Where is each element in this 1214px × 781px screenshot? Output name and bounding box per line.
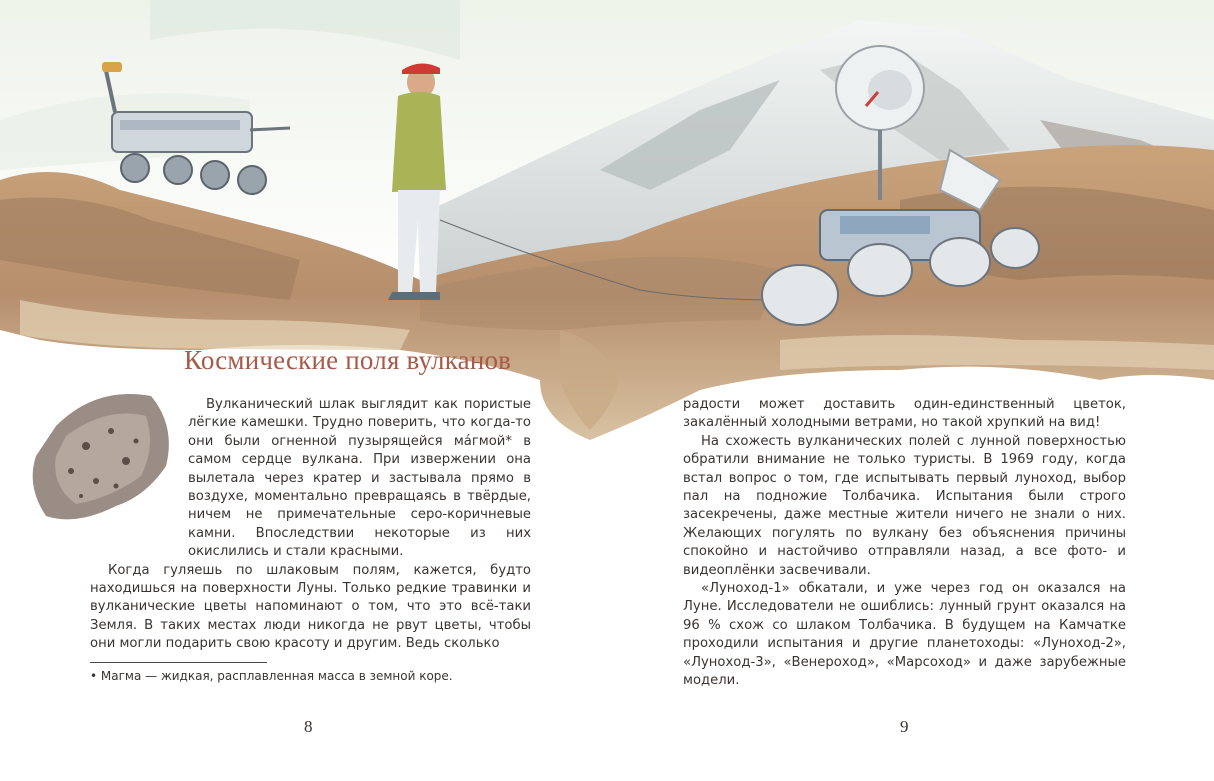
page-number-left: 8 xyxy=(304,717,313,736)
page-number-right: 9 xyxy=(900,717,909,736)
left-column-text xyxy=(90,396,531,654)
paragraph: «Луноход-1» обкатали, и уже через год он оказался на Луне. Исследователи не ошиблись: лунный грунт оказался на 96 % схож со шлаком Толбачика. В будущем на Камчатке проходили испытания и другие планетоходы: «Луноход-2», «Луноход-3», «Венероход», «Марсоход» и даже зарубежные модели. xyxy=(683,581,1126,689)
footnote-divider xyxy=(90,662,267,663)
footnote: • Магма — жидкая, расплавленная масса в земной коре. xyxy=(90,669,453,683)
page-title: Космические поля вулканов xyxy=(184,345,512,375)
paragraph: Когда гуляешь по шлаковым полям, кажется, будто находишься на поверхности Луны. Только редкие травинки и вулканические цветы напоминают о том, что это всё-таки Земля. В таких местах люди никогда не рвут цветы, чтобы они могли подарить свою красоту и другим. Ведь сколько xyxy=(90,562,531,652)
paragraph: На схожесть вулканических полей с лунной поверхностью обратили внимание не только туристы. В 1969 году, когда встал вопрос о том, где испытывать первый луноход, выбор пал на подножие Толбачика. Испытания были строго засекречены, даже местные жители ничего не знали о них. Желающих погулять по вулкану без объяснения причины спокойно и настойчиво отправляли назад, а все фото- и видеоплёнки засвечивали. xyxy=(683,433,1126,578)
right-column-text xyxy=(683,396,1126,691)
paragraph: радости может доставить один-единственный цветок, закалённый холодными ветрами, но такой хрупкий на вид! xyxy=(683,397,1126,431)
paragraph: Вулканический шлак выглядит как пористые лёгкие камешки. Трудно поверить, что когда-то они были огненной пузырящейся ма́гмой* в самом сердце вулкана. При извержении она вылетала через кратер и застывала прямо в воздухе, моментально превращаясь в твёрдые, ничем не примечательные серо-коричневые камни. Впоследствии некоторые из них окислились и стали красными. xyxy=(188,397,531,560)
